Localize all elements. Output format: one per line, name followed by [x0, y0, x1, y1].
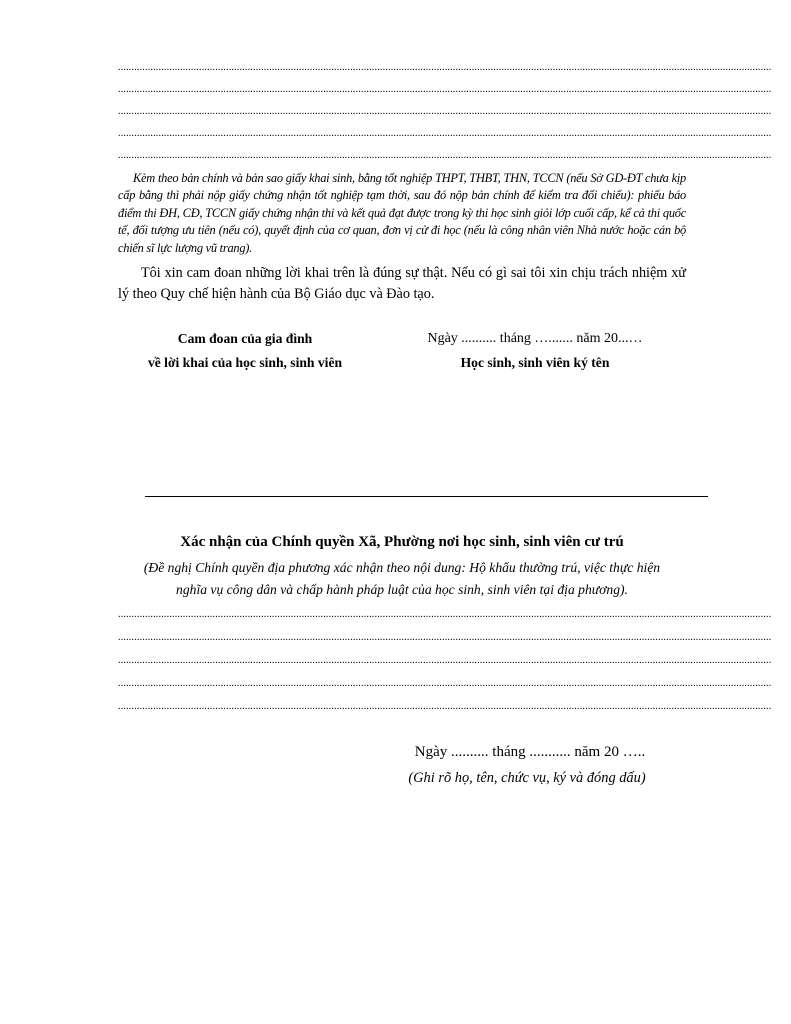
pledge-text: Tôi xin cam đoan những lời khai trên là đúng sự thật. Nếu có gì sai tôi xin chịu trách nhiệm xử lý theo Quy chế hiện hành của Bộ Giáo dục và Đào tạo. — [118, 265, 686, 302]
student-date-line: Ngày .......... tháng …....... năm 20...… — [427, 331, 643, 346]
dotted-line: .................................................................................................................................................................................................................................................. — [118, 678, 772, 689]
dotted-line: .................................................................................................................................................................................................................................................. — [118, 150, 772, 161]
dotted-line: .................................................................................................................................................................................................................................................. — [118, 84, 772, 95]
attachment-note-text: Kèm theo bản chính và bản sao giấy khai sinh, bằng tốt nghiệp THPT, THBT, THN, TCCN (nếu Sở GD-ĐT chưa kịp cấp bằng thì phải nộp giấy chứng nhận tốt nghiệp tạm thời, sau đó nộp bản chính để kiểm tra đối chiếu): phiếu báo điểm thi ĐH, CĐ, TCCN giấy chứng nhận thi và kết quả đạt được trong kỳ thi học sinh giỏi lớp cuối cấp, kể cả thi quốc tế, đối tượng ưu tiên (nếu có), quyết định của cơ quan, đơn vị cử đi học (nếu là công nhân viên Nhà nước hoặc cán bộ chiến sĩ lực lượng vũ trang). — [118, 171, 686, 255]
family-confirm-subtitle: về lời khai của học sinh, sinh viên — [147, 355, 343, 370]
local-confirm-subtitle-line: nghĩa vụ công dân và chấp hành pháp luật của học sinh, sinh viên tại địa phương). — [176, 582, 628, 597]
dotted-line: .................................................................................................................................................................................................................................................. — [118, 655, 772, 666]
family-confirm-title: Cam đoan của gia đình — [177, 331, 313, 346]
dotted-line: .................................................................................................................................................................................................................................................. — [118, 106, 772, 117]
attachment-note — [118, 170, 686, 257]
local-confirm-subtitle — [118, 557, 686, 601]
dotted-line: .................................................................................................................................................................................................................................................. — [118, 62, 772, 73]
pledge-paragraph — [118, 263, 686, 304]
local-sign-hint: (Ghi rõ họ, tên, chức vụ, ký và đóng dấu) — [408, 770, 646, 786]
student-sign-label: Học sinh, sinh viên ký tên — [460, 355, 610, 370]
dotted-line: .................................................................................................................................................................................................................................................. — [118, 609, 772, 620]
dotted-line: .................................................................................................................................................................................................................................................. — [118, 632, 772, 643]
local-date-line: Ngày .......... tháng ........... năm 20 ….. — [414, 744, 646, 760]
dotted-line: .................................................................................................................................................................................................................................................. — [118, 128, 772, 139]
local-confirm-title: Xác nhận của Chính quyền Xã, Phường nơi học sinh, sinh viên cư trú — [180, 534, 624, 550]
dotted-line: .................................................................................................................................................................................................................................................. — [118, 701, 772, 712]
local-confirm-subtitle-line: (Đề nghị Chính quyền địa phương xác nhận theo nội dung: Hộ khẩu thường trú, việc thực hiện — [143, 560, 661, 575]
section-divider — [145, 496, 708, 497]
